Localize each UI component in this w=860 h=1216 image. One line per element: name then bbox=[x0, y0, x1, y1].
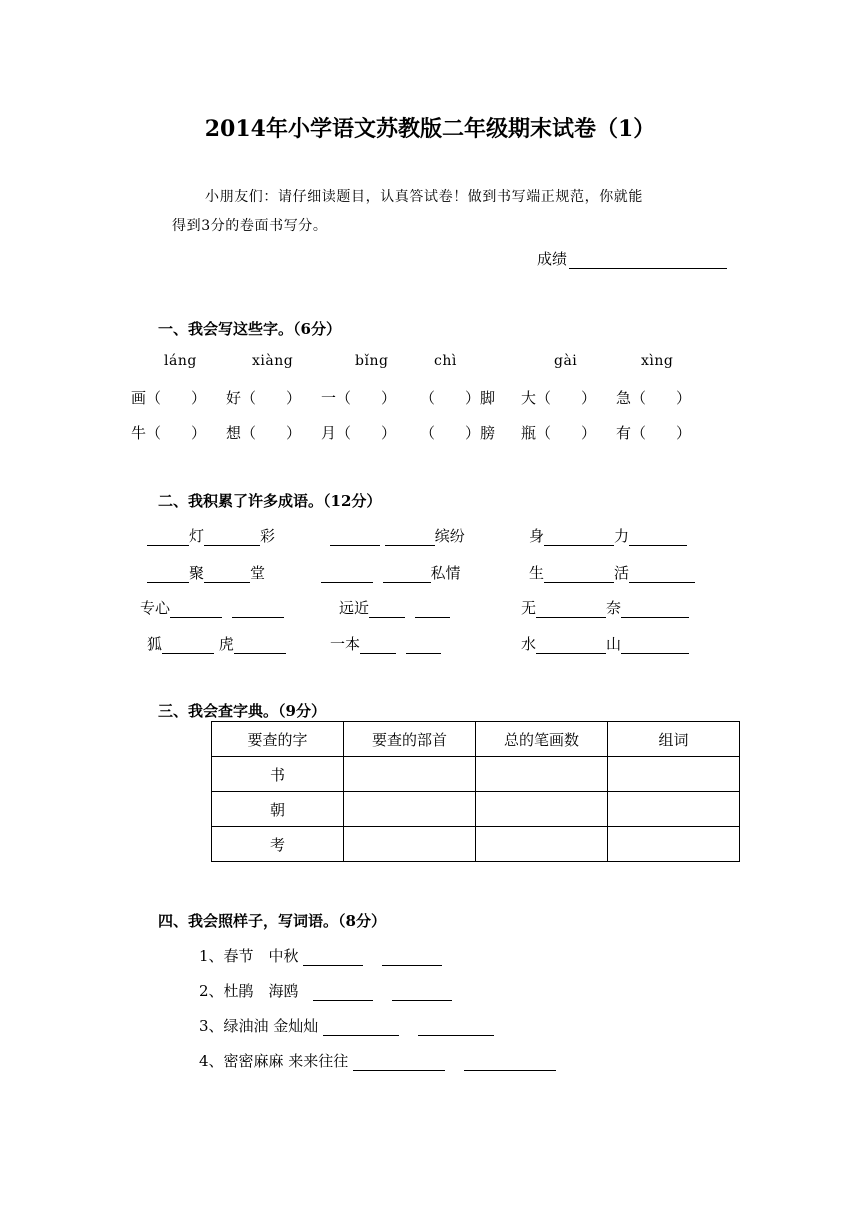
pinyin-6: xìng bbox=[641, 353, 674, 369]
idiom-char: 缤纷 bbox=[434, 527, 465, 545]
idiom-blank[interactable] bbox=[204, 568, 250, 583]
idiom-char: 远近 bbox=[339, 599, 370, 617]
char-blank[interactable]: （ ）膀 bbox=[420, 424, 496, 442]
table-cell-blank[interactable] bbox=[476, 827, 608, 862]
idiom-8 bbox=[339, 597, 450, 618]
idiom-10 bbox=[147, 633, 286, 654]
idiom-char: 水 bbox=[521, 635, 537, 653]
table-cell-char: 朝 bbox=[212, 792, 344, 827]
idiom-char: 山 bbox=[606, 635, 622, 653]
idiom-12 bbox=[521, 633, 689, 654]
word-blank[interactable] bbox=[382, 951, 442, 966]
intro-line-1: 小朋友们：请仔细读题目，认真答试卷！做到书写端正规范，你就能 bbox=[205, 189, 643, 205]
section2-heading: 二、我积累了许多成语。（12分） bbox=[158, 492, 382, 510]
table-row bbox=[212, 827, 740, 862]
pinyin-4: chì bbox=[434, 353, 457, 369]
pinyin-1: láng bbox=[164, 353, 197, 369]
idiom-7 bbox=[140, 597, 284, 618]
table-header-row bbox=[212, 722, 740, 757]
section4-heading: 四、我会照样子，写词语。（8分） bbox=[158, 912, 386, 930]
idiom-blank[interactable] bbox=[330, 531, 380, 546]
idiom-blank[interactable] bbox=[621, 603, 689, 618]
idiom-blank[interactable] bbox=[621, 639, 689, 654]
idiom-char: 堂 bbox=[250, 564, 266, 582]
score-label: 成绩 bbox=[537, 250, 568, 268]
char-blank[interactable]: （ ）脚 bbox=[420, 389, 496, 407]
table-cell-blank[interactable] bbox=[344, 792, 476, 827]
idiom-5 bbox=[321, 562, 461, 583]
example-text: 4、密密麻麻 来来往往 bbox=[199, 1052, 349, 1070]
idiom-3 bbox=[529, 525, 687, 546]
idiom-char: 灯 bbox=[189, 527, 205, 545]
char-blank[interactable]: 大（ ） bbox=[521, 389, 597, 407]
idiom-blank[interactable] bbox=[369, 603, 405, 618]
example-item bbox=[199, 1050, 556, 1071]
table-header: 要查的部首 bbox=[344, 722, 476, 757]
idiom-char: 彩 bbox=[260, 527, 276, 545]
idiom-char: 虎 bbox=[218, 635, 234, 653]
char-blank[interactable]: 急（ ） bbox=[616, 389, 692, 407]
word-blank[interactable] bbox=[353, 1056, 445, 1071]
page-title: 2014年小学语文苏教版二年级期末试卷（1） bbox=[204, 116, 656, 142]
word-blank[interactable] bbox=[323, 1021, 399, 1036]
table-cell-blank[interactable] bbox=[608, 827, 740, 862]
pinyin-2: xiàng bbox=[252, 353, 294, 369]
section3-heading: 三、我会查字典。（9分） bbox=[158, 702, 326, 720]
example-text: 3、绿油油 金灿灿 bbox=[199, 1017, 319, 1035]
example-text: 1、春节 中秋 bbox=[199, 947, 299, 965]
section1-heading: 一、我会写这些字。（6分） bbox=[158, 320, 341, 338]
idiom-blank[interactable] bbox=[536, 603, 606, 618]
table-header: 组词 bbox=[608, 722, 740, 757]
word-blank[interactable] bbox=[303, 951, 363, 966]
table-cell-char: 书 bbox=[212, 757, 344, 792]
idiom-char: 生 bbox=[529, 564, 545, 582]
idiom-blank[interactable] bbox=[629, 531, 687, 546]
pinyin-3: bǐng bbox=[355, 353, 389, 369]
example-item bbox=[199, 1015, 494, 1036]
table-cell-blank[interactable] bbox=[476, 792, 608, 827]
idiom-blank[interactable] bbox=[544, 531, 614, 546]
idiom-char: 私情 bbox=[430, 564, 461, 582]
table-row bbox=[212, 757, 740, 792]
example-text: 2、杜鹃 海鸥 bbox=[199, 982, 299, 1000]
idiom-blank[interactable] bbox=[147, 568, 189, 583]
table-cell-char: 考 bbox=[212, 827, 344, 862]
idiom-blank[interactable] bbox=[406, 639, 441, 654]
idiom-blank[interactable] bbox=[147, 531, 189, 546]
idiom-char: 无 bbox=[521, 599, 537, 617]
idiom-blank[interactable] bbox=[170, 603, 222, 618]
char-blank[interactable]: 画（ ） bbox=[131, 389, 207, 407]
table-cell-blank[interactable] bbox=[476, 757, 608, 792]
idiom-blank[interactable] bbox=[162, 639, 214, 654]
score-blank[interactable] bbox=[569, 254, 727, 269]
idiom-char: 奈 bbox=[606, 599, 622, 617]
table-cell-blank[interactable] bbox=[608, 757, 740, 792]
char-blank[interactable]: 想（ ） bbox=[226, 424, 302, 442]
idiom-2 bbox=[330, 525, 465, 546]
idiom-char: 狐 bbox=[147, 635, 163, 653]
idiom-blank[interactable] bbox=[544, 568, 614, 583]
idiom-char: 一本 bbox=[330, 635, 361, 653]
idiom-6 bbox=[529, 562, 695, 583]
idiom-blank[interactable] bbox=[204, 531, 260, 546]
char-blank[interactable]: 有（ ） bbox=[616, 424, 692, 442]
word-blank[interactable] bbox=[313, 986, 373, 1001]
idiom-char: 身 bbox=[529, 527, 545, 545]
idiom-9 bbox=[521, 597, 689, 618]
dictionary-table bbox=[211, 721, 740, 862]
pinyin-5: gài bbox=[554, 353, 578, 369]
idiom-blank[interactable] bbox=[385, 531, 435, 546]
example-item bbox=[199, 945, 442, 966]
idiom-blank[interactable] bbox=[234, 639, 286, 654]
idiom-11 bbox=[330, 633, 441, 654]
idiom-char: 力 bbox=[614, 527, 630, 545]
char-blank[interactable]: 瓶（ ） bbox=[521, 424, 597, 442]
table-cell-blank[interactable] bbox=[344, 757, 476, 792]
char-blank[interactable]: 牛（ ） bbox=[131, 424, 207, 442]
idiom-blank[interactable] bbox=[383, 568, 431, 583]
idiom-1 bbox=[147, 525, 275, 546]
idiom-blank[interactable] bbox=[360, 639, 396, 654]
table-header: 要查的字 bbox=[212, 722, 344, 757]
intro-line-2: 得到3分的卷面书写分。 bbox=[172, 218, 328, 234]
idiom-blank[interactable] bbox=[415, 603, 450, 618]
idiom-blank[interactable] bbox=[232, 603, 284, 618]
idiom-char: 专心 bbox=[140, 599, 171, 617]
table-header: 总的笔画数 bbox=[476, 722, 608, 757]
word-blank[interactable] bbox=[464, 1056, 556, 1071]
idiom-blank[interactable] bbox=[629, 568, 695, 583]
score-field bbox=[537, 248, 727, 269]
char-blank[interactable]: 月（ ） bbox=[321, 424, 397, 442]
table-row bbox=[212, 792, 740, 827]
idiom-char: 活 bbox=[614, 564, 630, 582]
idiom-blank[interactable] bbox=[536, 639, 606, 654]
table-cell-blank[interactable] bbox=[344, 827, 476, 862]
idiom-char: 聚 bbox=[189, 564, 205, 582]
word-blank[interactable] bbox=[418, 1021, 494, 1036]
word-blank[interactable] bbox=[392, 986, 452, 1001]
idiom-blank[interactable] bbox=[321, 568, 373, 583]
char-blank[interactable]: 好（ ） bbox=[226, 389, 302, 407]
char-blank[interactable]: 一（ ） bbox=[321, 389, 397, 407]
example-item bbox=[199, 980, 452, 1001]
idiom-4 bbox=[147, 562, 265, 583]
table-cell-blank[interactable] bbox=[608, 792, 740, 827]
